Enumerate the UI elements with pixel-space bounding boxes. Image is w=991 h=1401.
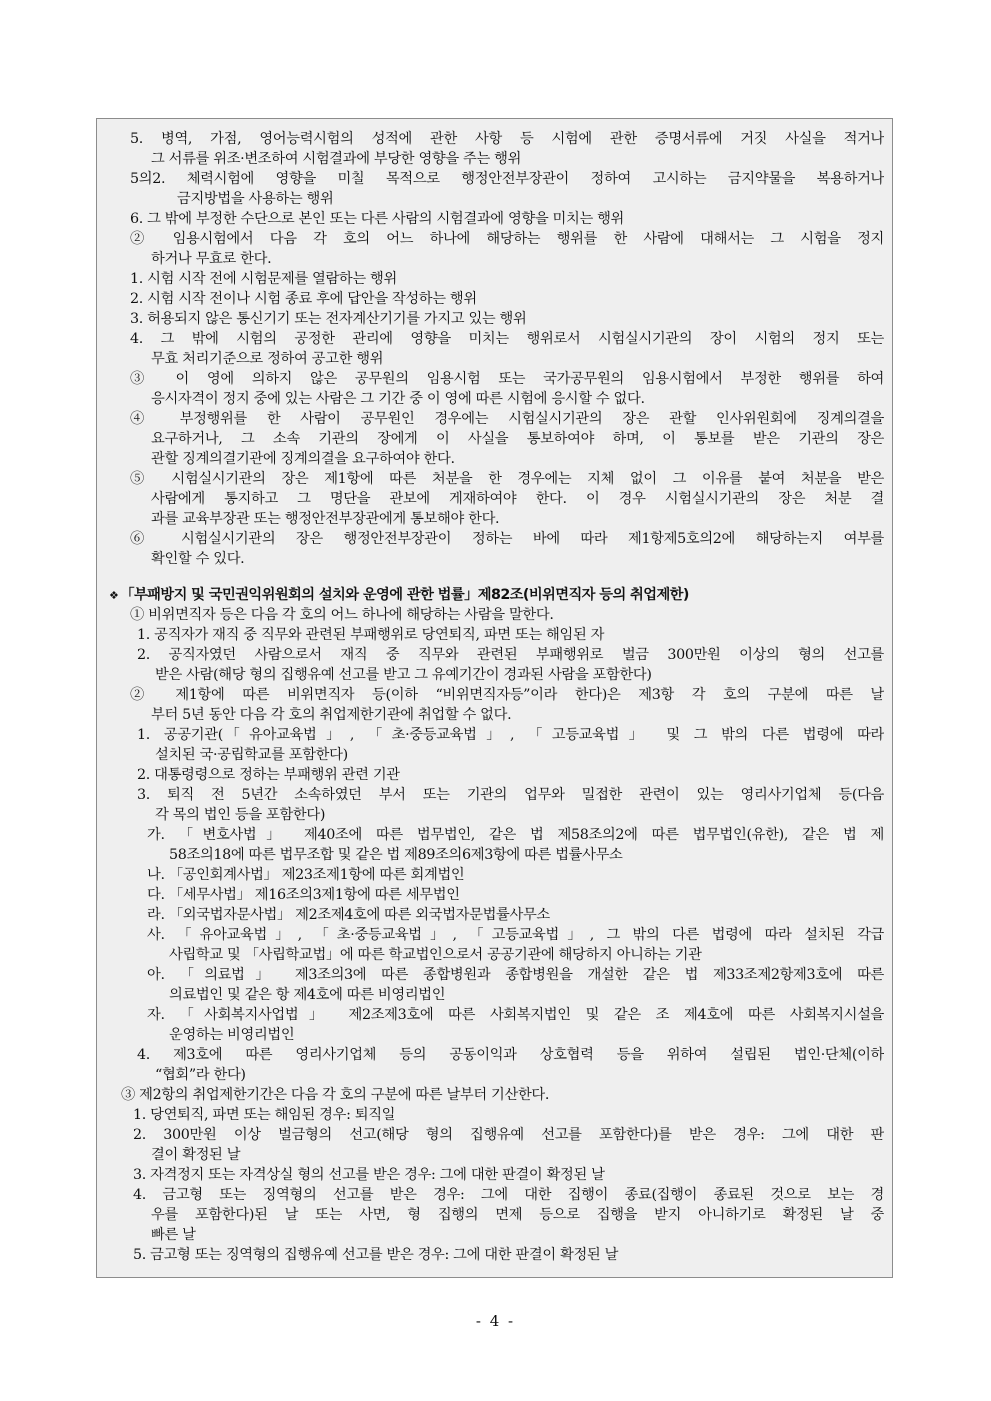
law-text-box <box>96 118 893 1278</box>
text-line: 4. 제3호에 따른 영리사기업체 등의 공동이익과 상호협력 등을 위하여 설립된 법인·단체(이하 <box>137 1047 884 1063</box>
page-number: - 4 - <box>475 1312 516 1330</box>
text-line: 3. 퇴직 전 5년간 소속하였던 부서 또는 기관의 업무와 밀접한 관련이 있는 영리사기업체 등(다음 <box>137 787 884 803</box>
text-line: 58조의18에 따른 법무조합 및 같은 법 제89조의6제3항에 따른 법률사무소 <box>169 847 623 863</box>
section-heading <box>107 585 884 605</box>
text-line: 응시자격이 정지 중에 있는 사람은 그 기간 중 이 영에 따른 시험에 응시할 수 없다. <box>151 391 645 407</box>
text-line: 사립학교 및 「사립학교법」에 따른 학교법인으로서 공공기관에 해당하지 아니하는 기관 <box>169 947 702 963</box>
diamond-bullet-icon: ❖ <box>109 589 119 602</box>
text-line: 운영하는 비영리법인 <box>169 1027 295 1043</box>
text-line: 2. 시험 시작 전이나 시험 종료 후에 답안을 작성하는 행위 <box>130 291 477 307</box>
text-line: 라. 「외국법자문사법」 제2조제4호에 따른 외국법자문법률사무소 <box>147 907 550 923</box>
text-line: 2. 공직자였던 사람으로서 재직 중 직무와 관련된 부패행위로 벌금 300만원 이상의 형의 선고를 <box>137 647 884 663</box>
text-line: 하거나 무효로 한다. <box>151 251 272 267</box>
text-line: 빠른 날 <box>151 1227 196 1243</box>
text-line: ④ 부정행위를 한 사람이 공무원인 경우에는 시험실시기관의 장은 관할 인사위원회에 징계의결을 <box>130 411 884 427</box>
text-line: 받은 사람(해당 형의 집행유예 선고를 받고 그 유예기간이 경과된 사람을 포함한다) <box>155 667 652 683</box>
text-line: 과를 교육부장관 또는 행정안전부장관에게 통보해야 한다. <box>151 511 500 527</box>
section-employment-restriction <box>107 605 884 1265</box>
text-line: 1. 공직자가 재직 중 직무와 관련된 부패행위로 당연퇴직, 파면 또는 해임된 자 <box>137 627 605 643</box>
text-line: 3. 자격정지 또는 자격상실 형의 선고를 받은 경우: 그에 대한 판결이 확정된 날 <box>133 1167 605 1183</box>
text-line: 1. 공공기관(「유아교육법」, 「초·중등교육법」, 「고등교육법」 및 그 밖의 다른 법령에 따라 <box>137 727 884 743</box>
text-line: 1. 시험 시작 전에 시험문제를 열람하는 행위 <box>130 271 397 287</box>
text-line: 부터 5년 동안 다음 각 호의 취업제한기관에 취업할 수 없다. <box>151 707 512 723</box>
section-gap <box>107 569 884 585</box>
text-line: 2. 300만원 이상 벌금형의 선고(해당 형의 집행유예 선고를 포함한다)를 받은 경우: 그에 대한 판 <box>133 1127 884 1143</box>
text-line: 의료법인 및 같은 항 제4호에 따른 비영리법인 <box>169 987 446 1003</box>
text-line: 5. 금고형 또는 징역형의 집행유예 선고를 받은 경우: 그에 대한 판결이 확정된 날 <box>133 1247 619 1263</box>
text-line: 아. 「의료법」 제3조의3에 따른 종합병원과 종합병원을 개설한 같은 법 제33조제2항제3호에 따른 <box>147 967 884 983</box>
text-line: 가. 「변호사법」 제40조에 따른 법무법인, 같은 법 제58조의2에 따른 법무법인(유한), 같은 법 제 <box>147 827 884 843</box>
text-line: 나. 「공인회계사법」 제23조제1항에 따른 회계법인 <box>147 867 465 883</box>
text-line: 4. 금고형 또는 징역형의 선고를 받은 경우: 그에 대한 집행이 종료(집행이 종료된 것으로 보는 경 <box>133 1187 884 1203</box>
text-line: ③ 제2항의 취업제한기간은 다음 각 호의 구분에 따른 날부터 기산한다. <box>121 1087 550 1103</box>
text-line: “협회”라 한다) <box>155 1067 246 1083</box>
text-line: 자. 「사회복지사업법」 제2조제3호에 따른 사회복지법인 및 같은 조 제4호에 따른 사회복지시설을 <box>147 1007 884 1023</box>
text-line: 3. 허용되지 않은 통신기기 또는 전자계산기기를 가지고 있는 행위 <box>130 311 527 327</box>
text-line: 확인할 수 있다. <box>151 551 245 567</box>
section-exam-misconduct <box>107 129 884 569</box>
text-line: 5. 병역, 가점, 영어능력시험의 성적에 관한 사항 등 시험에 관한 증명서류에 거짓 사실을 적거나 <box>130 131 884 147</box>
text-line: ① 비위면직자 등은 다음 각 호의 어느 하나에 해당하는 사람을 말한다. <box>130 607 554 623</box>
text-line: 설치된 국·공립학교를 포함한다) <box>155 747 348 763</box>
text-line: 요구하거나, 그 소속 기관의 장에게 이 사실을 통보하여야 하며, 이 통보를 받은 기관의 장은 <box>151 431 884 447</box>
text-line: 금지방법을 사용하는 행위 <box>177 191 334 207</box>
text-line: ② 제1항에 따른 비위면직자 등(이하 “비위면직자등”이라 한다)은 제3항 각 호의 구분에 따른 날 <box>130 687 884 703</box>
text-line: 1. 당연퇴직, 파면 또는 해임된 경우: 퇴직일 <box>133 1107 396 1123</box>
text-line: 사. 「유아교육법」, 「초·중등교육법」, 「고등교육법」, 그 밖의 다른 법령에 따라 설치된 각급 <box>147 927 884 943</box>
text-line: 결이 확정된 날 <box>151 1147 241 1163</box>
text-line: 우를 포함한다)된 날 또는 사면, 형 집행의 면제 등으로 집행을 받지 아니하기로 확정된 날 중 <box>151 1207 884 1223</box>
heading-text: 「부패방지 및 국민권익위원회의 설치와 운영에 관한 법률」제82조(비위면직자 등의 취업제한) <box>120 587 689 603</box>
text-line: 관할 징계의결기관에 징계의결을 요구하여야 한다. <box>151 451 455 467</box>
text-line: ⑤ 시험실시기관의 장은 제1항에 따른 처분을 한 경우에는 지체 없이 그 이유를 붙여 처분을 받은 <box>130 471 884 487</box>
text-line: ③ 이 영에 의하지 않은 공무원의 임용시험 또는 국가공무원의 임용시험에서 부정한 행위를 하여 <box>130 371 884 387</box>
text-line: 4. 그 밖에 시험의 공정한 관리에 영향을 미치는 행위로서 시험실시기관의 장이 시험의 정지 또는 <box>130 331 884 347</box>
text-line: ⑥ 시험실시기관의 장은 행정안전부장관이 정하는 바에 따라 제1항제5호의2에 해당하는지 여부를 <box>130 531 884 547</box>
text-line: 사람에게 통지하고 그 명단을 관보에 게재하여야 한다. 이 경우 시험실시기관의 장은 처분 결 <box>151 491 884 507</box>
text-line: 5의2. 체력시험에 영향을 미칠 목적으로 행정안전부장관이 정하여 고시하는 금지약물을 복용하거나 <box>130 171 884 187</box>
text-line: 그 서류를 위조·변조하여 시험결과에 부당한 영향을 주는 행위 <box>151 151 522 167</box>
text-line: 2. 대통령령으로 정하는 부패행위 관련 기관 <box>137 767 400 783</box>
text-line: 다. 「세무사법」 제16조의3제1항에 따른 세무법인 <box>147 887 460 903</box>
text-line: ② 임용시험에서 다음 각 호의 어느 하나에 해당하는 행위를 한 사람에 대해서는 그 시험을 정지 <box>130 231 884 247</box>
text-line: 무효 처리기준으로 정하여 공고한 행위 <box>151 351 384 367</box>
text-line: 각 목의 법인 등을 포함한다) <box>155 807 326 823</box>
text-line: 6. 그 밖에 부정한 수단으로 본인 또는 다른 사람의 시험결과에 영향을 미치는 행위 <box>130 211 625 227</box>
